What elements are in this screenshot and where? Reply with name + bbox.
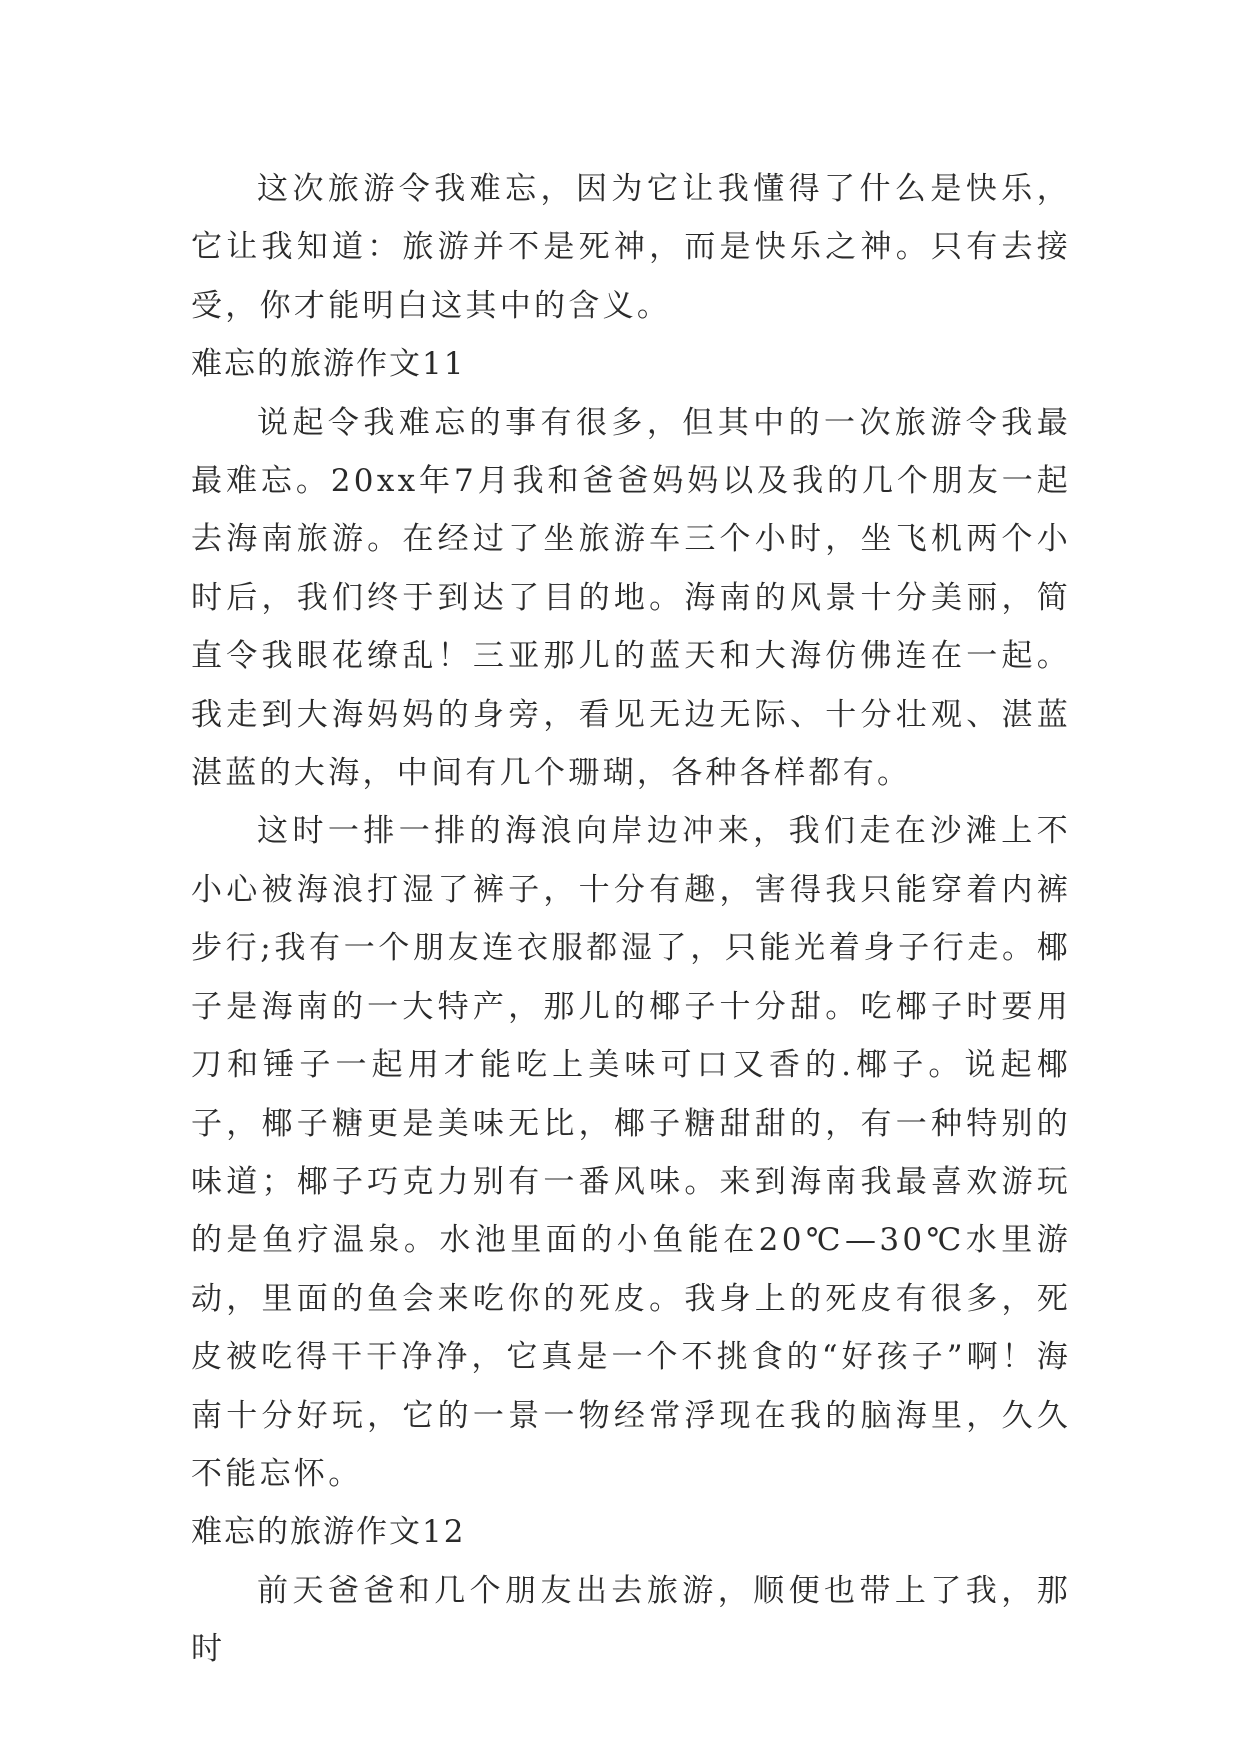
paragraph: 这时一排一排的海浪向岸边冲来，我们走在沙滩上不小心被海浪打湿了裤子，十分有趣，害得我只能穿着内裤步行;我有一个朋友连衣服都湿了，只能光着身子行走。椰子是海南的一大特产，那儿的椰子十分甜。吃椰子时要用刀和锤子一起用才能吃上美味可口又香的.椰子。说起椰子，椰子糖更是美味无比，椰子糖甜甜的，有一种特别的味道；椰子巧克力别有一番风味。来到海南我最喜欢游玩的是鱼疗温泉。水池里面的小鱼能在20℃—30℃水里游动，里面的鱼会来吃你的死皮。我身上的死皮有很多，死皮被吃得干干净净，它真是一个不挑食的“好孩子”啊！海南十分好玩，它的一景一物经常浮现在我的脑海里，久久不能忘怀。 bbox=[191, 813, 1071, 1492]
section-heading: 难忘的旅游作文11 bbox=[191, 346, 466, 383]
section-heading: 难忘的旅游作文12 bbox=[191, 1514, 466, 1551]
document-body bbox=[191, 160, 1071, 1679]
paragraph: 这次旅游令我难忘，因为它让我懂得了什么是快乐，它让我知道：旅游并不是死神，而是快乐之神。只有去接受，你才能明白这其中的含义。 bbox=[191, 171, 1071, 324]
paragraph: 说起令我难忘的事有很多，但其中的一次旅游令我最最难忘。20xx年7月我和爸爸妈妈以及我的几个朋友一起去海南旅游。在经过了坐旅游车三个小时，坐飞机两个小时后，我们终于到达了目的地。海南的风景十分美丽，简直令我眼花缭乱！三亚那儿的蓝天和大海仿佛连在一起。我走到大海妈妈的身旁，看见无边无际、十分壮观、湛蓝湛蓝的大海，中间有几个珊瑚，各种各样都有。 bbox=[191, 404, 1071, 792]
paragraph: 前天爸爸和几个朋友出去旅游，顺便也带上了我，那时 bbox=[191, 1572, 1071, 1668]
